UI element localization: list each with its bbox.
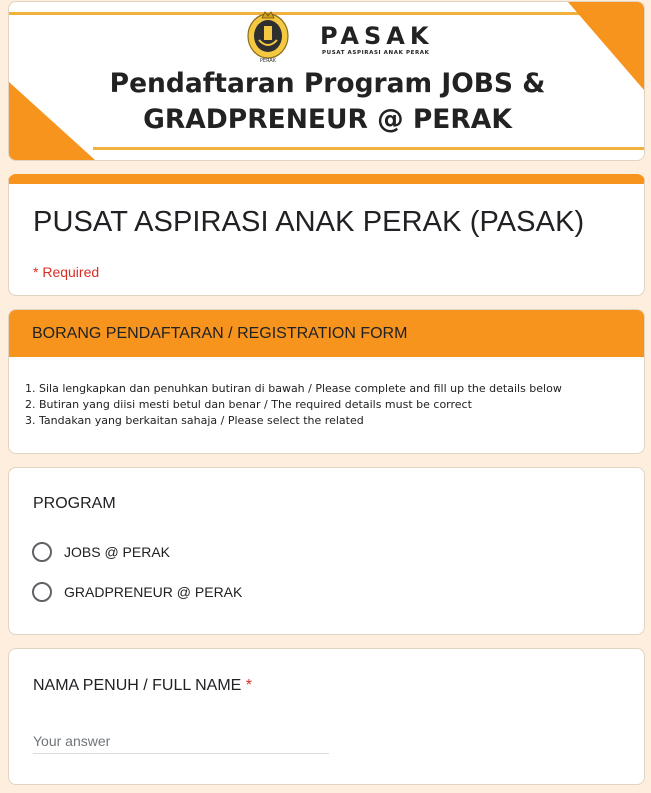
full-name-question-title: [33, 677, 252, 695]
logo-subtext: PUSAT ASPIRASI ANAK PERAK: [322, 50, 430, 56]
banner-title-line2: GRADPRENEUR @ PERAK: [143, 104, 512, 135]
program-option-label: JOBS @ PERAK: [64, 544, 171, 560]
section-header: BORANG PENDAFTARAN / REGISTRATION FORM: [9, 310, 644, 357]
program-question-card: [8, 467, 645, 635]
full-name-input[interactable]: [33, 729, 329, 754]
required-asterisk: *: [245, 677, 253, 694]
program-option-label: GRADPRENEUR @ PERAK: [64, 584, 243, 600]
header-banner: [8, 1, 645, 161]
section-card: [8, 309, 645, 454]
banner-title-line1: Pendaftaran Program JOBS &: [109, 68, 546, 99]
banner-title: [9, 66, 645, 138]
form-title-card: [8, 174, 645, 296]
instruction-item: 1. Sila lengkapkan dan penuhkan butiran di bawah / Please complete and fill up the details below: [25, 382, 562, 395]
banner-gold-line-bottom: [93, 147, 644, 150]
instructions-list: [9, 357, 644, 429]
banner-gold-line-top: [9, 12, 582, 15]
program-option-jobs[interactable]: [32, 542, 170, 562]
form-title: PUSAT ASPIRASI ANAK PERAK (PASAK): [33, 206, 585, 238]
logo-wordmark: PASAK: [320, 22, 434, 50]
pasak-logo: [320, 24, 433, 56]
radio-button[interactable]: [32, 582, 52, 602]
full-name-question-card: [8, 648, 645, 785]
program-question-title: PROGRAM: [33, 495, 116, 512]
program-option-gradpreneur[interactable]: [32, 582, 242, 602]
required-note: * Required: [33, 264, 100, 280]
radio-button[interactable]: [32, 542, 52, 562]
crest-label: PERAK: [259, 58, 277, 64]
perak-crest-icon: [245, 10, 291, 64]
instruction-item: 3. Tandakan yang berkaitan sahaja / Please select the related: [25, 414, 364, 427]
instruction-item: 2. Butiran yang diisi mesti betul dan benar / The required details must be correct: [25, 398, 472, 411]
full-name-label: NAMA PENUH / FULL NAME: [33, 677, 242, 694]
